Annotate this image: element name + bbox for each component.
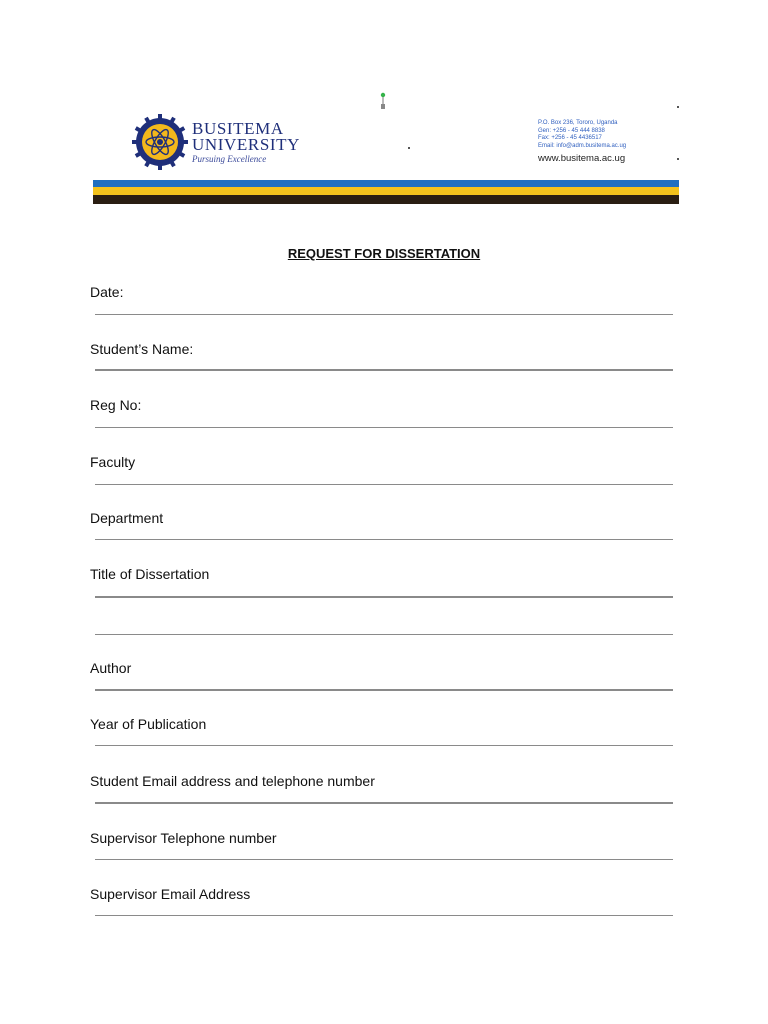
field-label-supervisor-phone: Supervisor Telephone number xyxy=(90,830,277,846)
field-line-faculty[interactable] xyxy=(95,484,673,485)
form-title: REQUEST FOR DISSERTATION xyxy=(287,246,481,261)
field-label-faculty: Faculty xyxy=(90,454,136,470)
header-stripe-dark xyxy=(93,195,679,204)
field-label-student-contact: Student Email address and telephone number xyxy=(90,773,375,789)
field-label-department: Department xyxy=(90,510,164,526)
university-name-line1: BUSITEMA xyxy=(192,119,284,138)
field-line-supervisor-phone[interactable] xyxy=(95,859,673,860)
university-wordmark xyxy=(192,121,300,164)
field-label-reg-no: Reg No: xyxy=(90,397,142,413)
field-line-reg-no[interactable] xyxy=(95,427,673,428)
field-line-department[interactable] xyxy=(95,539,673,540)
contact-website: www.busitema.ac.ug xyxy=(538,153,626,165)
field-label-dissertation-title: Title of Dissertation xyxy=(90,566,210,582)
letterhead xyxy=(93,92,679,204)
contact-fax: Fax: +256 - 45 4436517 xyxy=(538,135,602,142)
field-line-dissertation-title-1[interactable] xyxy=(95,596,673,598)
contact-block xyxy=(538,120,678,164)
edge-marker-top xyxy=(677,106,679,108)
field-label-student-name: Student’s Name: xyxy=(90,341,194,357)
contact-address: P.O. Box 236, Tororo, Uganda xyxy=(538,120,618,126)
field-label-author: Author xyxy=(90,660,132,676)
field-line-dissertation-title-2[interactable] xyxy=(95,634,673,635)
field-line-publication-year[interactable] xyxy=(95,745,673,746)
university-logo-emblem xyxy=(132,114,188,170)
field-line-date[interactable] xyxy=(95,314,673,315)
university-name-line2: UNIVERSITY xyxy=(192,135,300,154)
field-line-supervisor-email[interactable] xyxy=(95,915,673,916)
stray-dot xyxy=(408,147,410,149)
contact-email: Email: info@adm.busitema.ac.ug xyxy=(538,142,627,149)
field-line-student-name[interactable] xyxy=(95,369,673,371)
contact-phone: Gen: +256 - 45 444 8838 xyxy=(538,127,605,134)
field-line-student-contact[interactable] xyxy=(95,802,673,804)
field-label-date: Date: xyxy=(90,284,124,300)
field-line-author[interactable] xyxy=(95,689,673,691)
header-stripe-blue xyxy=(93,180,679,187)
field-label-publication-year: Year of Publication xyxy=(90,716,207,732)
field-label-supervisor-email: Supervisor Email Address xyxy=(90,886,251,902)
university-tagline: Pursuing Excellence xyxy=(192,154,267,164)
anchor-marker xyxy=(380,92,386,110)
header-stripe-yellow xyxy=(93,187,679,195)
